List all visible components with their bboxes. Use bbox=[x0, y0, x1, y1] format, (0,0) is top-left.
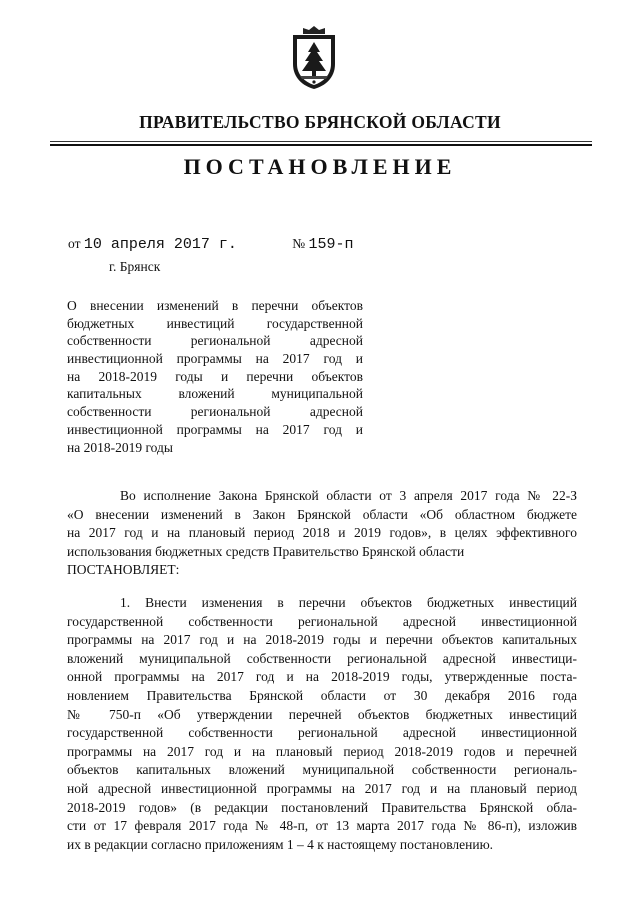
clause-line: новлением Правительства Брянской области от 30 декабря 2016 года bbox=[67, 687, 577, 703]
preamble-line: Во исполнение Закона Брянской области от 3 апреля 2017 года № 22-З bbox=[120, 488, 577, 503]
document-number: 159-п bbox=[308, 236, 354, 253]
bryansk-coat-of-arms-icon bbox=[288, 24, 340, 90]
clause-line: программы на 2017 год и на плановый период 2018-2019 годов и перечней bbox=[67, 743, 577, 759]
header-divider-thin bbox=[50, 141, 592, 142]
date-number-line bbox=[68, 236, 354, 253]
clause-line: вложений муниципальной собственности региональной адресной инвестици- bbox=[67, 650, 577, 666]
clause-line: программы на 2017 год и на 2018-2019 годы и перечни объектов капитальных bbox=[67, 632, 577, 648]
subject-line: на 2018-2019 годы bbox=[67, 439, 173, 455]
subject-line: на 2018-2019 годы и перечни объектов bbox=[67, 368, 363, 384]
preamble-line: использования бюджетных средств Правительство Брянской области bbox=[67, 543, 465, 559]
clause-line: онной программы на 2017 год и на 2018-2019 годы, утвержденные поста- bbox=[67, 669, 577, 685]
document-date: 10 апреля 2017 г. bbox=[83, 236, 237, 253]
clause-1-paragraph bbox=[67, 594, 577, 854]
clause-line: № 750-п «Об утверждении перечней объектов бюджетных инвестиций bbox=[67, 706, 577, 722]
subject-line: О внесении изменений в перечни объектов bbox=[67, 298, 363, 313]
clause-line: их в редакции согласно приложениям 1 – 4 к настоящему постановлению. bbox=[67, 836, 494, 852]
clause-line: 1. Внести изменения в перечни объектов бюджетных инвестиций bbox=[120, 595, 577, 610]
city-label: г. Брянск bbox=[109, 259, 161, 274]
preamble-line: «О внесении изменений в Закон Брянской области «Об областном бюджете bbox=[67, 506, 577, 522]
preamble-paragraph bbox=[67, 487, 577, 580]
organization-title: ПРАВИТЕЛЬСТВО БРЯНСКОЙ ОБЛАСТИ bbox=[139, 112, 501, 132]
subject-line: инвестиционной программы на 2017 год и bbox=[67, 421, 363, 437]
subject-line: собственности региональной адресной bbox=[67, 333, 363, 349]
subject-line: инвестиционной программы на 2017 год и bbox=[67, 351, 363, 367]
preamble-line: на 2017 год и на плановый период 2018 и 2019 годов», в целях эффективного bbox=[67, 525, 577, 541]
number-label: № bbox=[292, 236, 306, 251]
clause-line: ной адресной инвестиционной программы на 2017 год и на плановый период bbox=[67, 780, 577, 796]
subject-line: бюджетных инвестиций государственной bbox=[67, 315, 363, 331]
document-subject bbox=[67, 297, 363, 456]
decree-keyword: ПОСТАНОВЛЯЕТ: bbox=[67, 562, 180, 578]
clause-line: государственной собственности региональной адресной инвестиционной bbox=[67, 613, 577, 629]
document-type-heading: ПОСТАНОВЛЕНИЕ bbox=[183, 154, 457, 179]
header-divider-thick bbox=[50, 144, 592, 146]
date-from-label: от bbox=[68, 236, 81, 251]
clause-line: объектов капитальных вложений муниципальной собственности региональ- bbox=[67, 762, 577, 778]
clause-line: сти от 17 февраля 2017 года № 48-п, от 13 марта 2017 года № 86-п), изложив bbox=[67, 818, 577, 834]
clause-line: государственной собственности региональной адресной инвестиционной bbox=[67, 725, 577, 741]
subject-line: собственности региональной адресной bbox=[67, 404, 363, 420]
subject-line: капитальных вложений муниципальной bbox=[67, 386, 363, 402]
clause-line: 2018-2019 годов» (в редакции постановлений Правительства Брянской обла- bbox=[67, 799, 577, 815]
